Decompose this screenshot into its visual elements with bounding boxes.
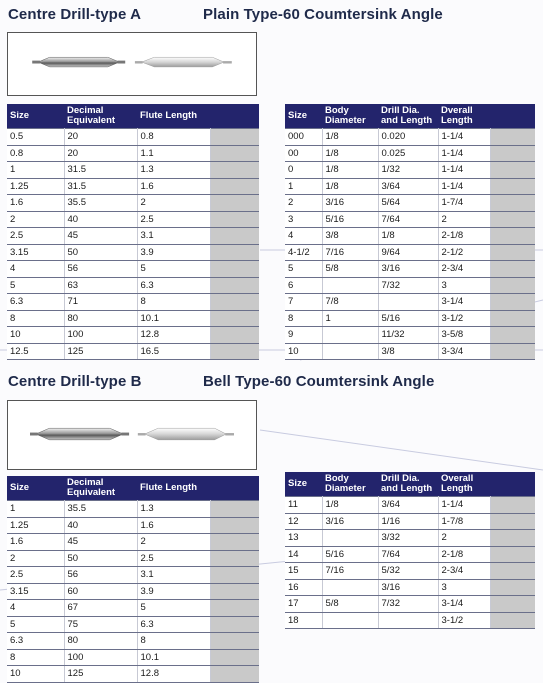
table-cell: 80 xyxy=(64,310,137,327)
table-cell: 8 xyxy=(7,310,64,327)
table-row xyxy=(7,343,259,360)
table-row xyxy=(285,530,535,547)
table-cell: 6.3 xyxy=(7,294,64,311)
table-cell: 16.5 xyxy=(137,343,210,360)
table-cell: 3 xyxy=(438,579,490,596)
table-row xyxy=(285,178,535,195)
table-cell: 2 xyxy=(285,195,322,212)
table-row xyxy=(7,294,259,311)
table-cell: 7/32 xyxy=(378,596,438,613)
table-row xyxy=(7,145,259,162)
table-cell: 2 xyxy=(137,195,210,212)
table-cell: 4 xyxy=(7,600,64,617)
table-row xyxy=(285,596,535,613)
type-a-title: Centre Drill-type A xyxy=(8,6,142,23)
table-cell: 2-1/2 xyxy=(438,244,490,261)
table-row xyxy=(285,294,535,311)
table-cell: 1/8 xyxy=(322,497,378,514)
table-cell: 1.6 xyxy=(137,517,210,534)
table-cell: 3/16 xyxy=(322,195,378,212)
table-cell: 1.6 xyxy=(7,195,64,212)
table-row xyxy=(7,261,259,278)
table-row xyxy=(285,327,535,344)
table-cell: 3/64 xyxy=(378,497,438,514)
table-cell: 2.5 xyxy=(137,211,210,228)
table-cell: 9 xyxy=(285,327,322,344)
table-cell: 2.5 xyxy=(7,567,64,584)
table-cell: 3/16 xyxy=(378,261,438,278)
shaded-cell xyxy=(210,550,259,567)
table-row xyxy=(285,244,535,261)
table-cell: 1-1/4 xyxy=(438,162,490,179)
shaded-cell xyxy=(490,327,535,344)
table-cell: 4-1/2 xyxy=(285,244,322,261)
table-cell: 2 xyxy=(7,550,64,567)
table-cell: 8 xyxy=(7,649,64,666)
table-row xyxy=(285,546,535,563)
shaded-cell xyxy=(490,546,535,563)
table-cell xyxy=(322,579,378,596)
table-row xyxy=(285,261,535,278)
table-cell: 3 xyxy=(285,211,322,228)
shaded-cell xyxy=(210,343,259,360)
type-a-header-row xyxy=(7,104,259,129)
table-cell: 75 xyxy=(64,616,137,633)
type-a-table xyxy=(7,104,259,360)
shaded-cell xyxy=(490,579,535,596)
table-cell: 2 xyxy=(438,530,490,547)
table-cell: 5 xyxy=(7,616,64,633)
shaded-cell xyxy=(210,534,259,551)
table-row xyxy=(7,567,259,584)
table-cell: 15 xyxy=(285,563,322,580)
table-cell: 2 xyxy=(7,211,64,228)
shaded-cell xyxy=(210,228,259,245)
table-cell: 11 xyxy=(285,497,322,514)
shaded-cell xyxy=(490,612,535,629)
header-flute-length: Flute Length xyxy=(137,104,210,129)
shaded-cell xyxy=(490,211,535,228)
table-cell: 000 xyxy=(285,129,322,146)
table-cell: 2.5 xyxy=(137,550,210,567)
table-row xyxy=(285,211,535,228)
table-cell: 3/64 xyxy=(378,178,438,195)
table-row xyxy=(7,228,259,245)
table-row xyxy=(285,228,535,245)
header-overall-length: Overall Length xyxy=(438,472,490,497)
table-cell xyxy=(378,612,438,629)
table-cell: 0.025 xyxy=(378,145,438,162)
table-cell: 1/32 xyxy=(378,162,438,179)
table-cell: 63 xyxy=(64,277,137,294)
table-row xyxy=(7,211,259,228)
table-row xyxy=(285,277,535,294)
table-cell xyxy=(322,327,378,344)
table-cell: 2-1/8 xyxy=(438,228,490,245)
table-cell: 3-1/2 xyxy=(438,310,490,327)
table-cell: 1.25 xyxy=(7,178,64,195)
table-cell: 20 xyxy=(64,129,137,146)
table-cell: 0 xyxy=(285,162,322,179)
table-cell: 3-1/4 xyxy=(438,596,490,613)
table-row xyxy=(7,129,259,146)
header-drill-dia: Drill Dia. and Length xyxy=(378,472,438,497)
table-cell: 11/32 xyxy=(378,327,438,344)
shaded-cell xyxy=(490,294,535,311)
bell-type-header-row xyxy=(285,472,535,497)
table-cell: 100 xyxy=(64,649,137,666)
table-cell: 14 xyxy=(285,546,322,563)
shaded-cell xyxy=(490,178,535,195)
table-cell: 6.3 xyxy=(7,633,64,650)
shaded-cell xyxy=(210,195,259,212)
table-cell: 71 xyxy=(64,294,137,311)
table-cell: 3.9 xyxy=(137,583,210,600)
table-cell xyxy=(378,294,438,311)
table-cell: 10 xyxy=(285,343,322,360)
table-row xyxy=(285,162,535,179)
table-cell: 1/8 xyxy=(322,162,378,179)
table-cell: 1-1/4 xyxy=(438,178,490,195)
table-cell: 1-7/8 xyxy=(438,513,490,530)
shaded-cell xyxy=(210,649,259,666)
table-cell: 80 xyxy=(64,633,137,650)
table-cell: 1/8 xyxy=(322,178,378,195)
header-flute-length: Flute Length xyxy=(137,476,210,501)
shaded-cell xyxy=(490,277,535,294)
table-cell: 00 xyxy=(285,145,322,162)
table-cell: 7/16 xyxy=(322,563,378,580)
table-cell: 20 xyxy=(64,145,137,162)
table-row xyxy=(7,666,259,683)
shaded-cell xyxy=(210,261,259,278)
table-cell: 5 xyxy=(137,261,210,278)
table-cell: 5/64 xyxy=(378,195,438,212)
table-cell: 1/8 xyxy=(378,228,438,245)
table-cell: 1/16 xyxy=(378,513,438,530)
table-cell: 1-1/4 xyxy=(438,129,490,146)
table-cell: 1.6 xyxy=(137,178,210,195)
table-cell: 35.5 xyxy=(64,195,137,212)
table-cell xyxy=(322,343,378,360)
shaded-cell xyxy=(210,327,259,344)
table-cell: 10.1 xyxy=(137,649,210,666)
table-cell: 45 xyxy=(64,534,137,551)
table-cell: 40 xyxy=(64,211,137,228)
table-cell: 10 xyxy=(7,666,64,683)
table-cell: 4 xyxy=(285,228,322,245)
header-decimal-equivalent: Decimal Equivalent xyxy=(64,476,137,501)
header-body-diameter: Body Diameter xyxy=(322,104,378,129)
shaded-cell xyxy=(210,583,259,600)
shaded-cell xyxy=(210,129,259,146)
table-cell: 50 xyxy=(64,244,137,261)
table-cell: 1-1/4 xyxy=(438,145,490,162)
table-cell: 6.3 xyxy=(137,616,210,633)
table-cell: 3/8 xyxy=(378,343,438,360)
table-cell: 1 xyxy=(7,501,64,518)
table-row xyxy=(285,612,535,629)
table-cell: 5 xyxy=(137,600,210,617)
table-cell: 125 xyxy=(64,343,137,360)
shaded-cell xyxy=(210,501,259,518)
shaded-cell xyxy=(490,310,535,327)
table-row xyxy=(285,497,535,514)
table-cell: 1.6 xyxy=(7,534,64,551)
table-cell: 1-7/4 xyxy=(438,195,490,212)
table-row xyxy=(7,517,259,534)
table-cell: 7/16 xyxy=(322,244,378,261)
table-cell: 13 xyxy=(285,530,322,547)
table-cell: 5/8 xyxy=(322,261,378,278)
table-cell: 18 xyxy=(285,612,322,629)
table-cell: 12.8 xyxy=(137,666,210,683)
table-cell: 0.8 xyxy=(7,145,64,162)
plain-type-title: Plain Type-60 Coumtersink Angle xyxy=(203,6,443,23)
table-cell: 1/8 xyxy=(322,145,378,162)
table-cell: 7/64 xyxy=(378,546,438,563)
shaded-cell xyxy=(490,530,535,547)
table-cell: 1.3 xyxy=(137,501,210,518)
table-row xyxy=(7,244,259,261)
table-cell: 5/8 xyxy=(322,596,378,613)
header-blank xyxy=(210,104,259,129)
shaded-cell xyxy=(490,228,535,245)
header-body-diameter: Body Diameter xyxy=(322,472,378,497)
shaded-cell xyxy=(210,178,259,195)
table-cell: 40 xyxy=(64,517,137,534)
table-cell: 17 xyxy=(285,596,322,613)
plain-type-header-row xyxy=(285,104,535,129)
shaded-cell xyxy=(210,294,259,311)
header-decimal-equivalent: Decimal Equivalent xyxy=(64,104,137,129)
table-row xyxy=(7,327,259,344)
table-cell: 7/64 xyxy=(378,211,438,228)
table-cell: 2-3/4 xyxy=(438,563,490,580)
table-row xyxy=(7,534,259,551)
shaded-cell xyxy=(210,616,259,633)
table-cell: 67 xyxy=(64,600,137,617)
table-cell: 3/16 xyxy=(378,579,438,596)
table-row xyxy=(285,579,535,596)
shaded-cell xyxy=(490,261,535,278)
shaded-cell xyxy=(210,162,259,179)
table-cell xyxy=(322,277,378,294)
shaded-cell xyxy=(210,567,259,584)
table-cell: 3/32 xyxy=(378,530,438,547)
table-cell: 10.1 xyxy=(137,310,210,327)
table-cell: 5/32 xyxy=(378,563,438,580)
table-row xyxy=(285,310,535,327)
shaded-cell xyxy=(490,145,535,162)
table-cell: 1-1/4 xyxy=(438,497,490,514)
shaded-cell xyxy=(210,310,259,327)
table-cell: 7/32 xyxy=(378,277,438,294)
shaded-cell xyxy=(490,596,535,613)
table-row xyxy=(285,195,535,212)
centre-drill-a-photo xyxy=(7,32,257,96)
type-b-header-row xyxy=(7,476,259,501)
table-row xyxy=(7,649,259,666)
table-cell: 3/16 xyxy=(322,513,378,530)
table-cell: 6 xyxy=(285,277,322,294)
table-cell: 3.1 xyxy=(137,228,210,245)
table-cell: 2 xyxy=(438,211,490,228)
table-cell: 5/16 xyxy=(378,310,438,327)
table-row xyxy=(285,563,535,580)
shaded-cell xyxy=(490,343,535,360)
table-cell: 1 xyxy=(322,310,378,327)
table-row xyxy=(7,310,259,327)
shaded-cell xyxy=(490,244,535,261)
header-blank xyxy=(490,472,535,497)
table-cell: 1.3 xyxy=(137,162,210,179)
table-cell: 3 xyxy=(438,277,490,294)
table-cell: 56 xyxy=(64,261,137,278)
header-size: Size xyxy=(7,476,64,501)
table-cell: 3.15 xyxy=(7,583,64,600)
shaded-cell xyxy=(490,129,535,146)
table-cell: 6.3 xyxy=(137,277,210,294)
table-cell: 50 xyxy=(64,550,137,567)
table-cell: 56 xyxy=(64,567,137,584)
table-cell: 1 xyxy=(7,162,64,179)
table-row xyxy=(7,616,259,633)
table-row xyxy=(7,583,259,600)
table-cell: 2-3/4 xyxy=(438,261,490,278)
shaded-cell xyxy=(210,666,259,683)
table-cell: 3/8 xyxy=(322,228,378,245)
table-cell xyxy=(322,612,378,629)
table-cell: 35.5 xyxy=(64,501,137,518)
header-drill-dia: Drill Dia. and Length xyxy=(378,104,438,129)
header-size: Size xyxy=(7,104,64,129)
shaded-cell xyxy=(490,513,535,530)
table-cell: 31.5 xyxy=(64,178,137,195)
shaded-cell xyxy=(210,517,259,534)
table-cell: 3-3/4 xyxy=(438,343,490,360)
shaded-cell xyxy=(490,162,535,179)
shaded-cell xyxy=(210,145,259,162)
table-cell: 5 xyxy=(285,261,322,278)
shaded-cell xyxy=(210,277,259,294)
table-cell: 8 xyxy=(137,294,210,311)
table-cell: 2.5 xyxy=(7,228,64,245)
table-cell: 12 xyxy=(285,513,322,530)
table-row xyxy=(7,162,259,179)
table-cell: 12.8 xyxy=(137,327,210,344)
table-cell: 8 xyxy=(137,633,210,650)
table-cell: 7/8 xyxy=(322,294,378,311)
table-row xyxy=(7,600,259,617)
table-cell: 125 xyxy=(64,666,137,683)
table-cell: 0.5 xyxy=(7,129,64,146)
shaded-cell xyxy=(490,497,535,514)
shaded-cell xyxy=(210,600,259,617)
header-blank xyxy=(490,104,535,129)
table-cell: 3.9 xyxy=(137,244,210,261)
table-cell: 45 xyxy=(64,228,137,245)
table-cell: 7 xyxy=(285,294,322,311)
table-cell: 5 xyxy=(7,277,64,294)
centre-drill-b-photo xyxy=(7,400,257,470)
header-overall-length: Dverall Length xyxy=(438,104,490,129)
table-cell: 1.1 xyxy=(137,145,210,162)
table-row xyxy=(285,343,535,360)
table-row xyxy=(7,550,259,567)
table-cell: 1/8 xyxy=(322,129,378,146)
table-cell: 1.25 xyxy=(7,517,64,534)
shaded-cell xyxy=(210,211,259,228)
header-size: Size xyxy=(285,104,322,129)
table-cell: 100 xyxy=(64,327,137,344)
table-row xyxy=(285,513,535,530)
table-cell: 3.1 xyxy=(137,567,210,584)
table-cell: 5/16 xyxy=(322,211,378,228)
table-cell xyxy=(322,530,378,547)
table-cell: 10 xyxy=(7,327,64,344)
table-cell: 12.5 xyxy=(7,343,64,360)
table-row xyxy=(7,277,259,294)
table-cell: 4 xyxy=(7,261,64,278)
table-cell: 3-5/8 xyxy=(438,327,490,344)
table-row xyxy=(285,129,535,146)
header-blank xyxy=(210,476,259,501)
type-b-table xyxy=(7,476,259,683)
table-row xyxy=(7,633,259,650)
table-row xyxy=(7,501,259,518)
plain-type-table xyxy=(285,104,535,360)
table-cell: 0.8 xyxy=(137,129,210,146)
table-cell: 3-1/4 xyxy=(438,294,490,311)
bell-type-table xyxy=(285,472,535,629)
table-cell: 9/64 xyxy=(378,244,438,261)
type-b-title: Centre Drill-type B xyxy=(8,373,142,390)
bell-type-title: Bell Type-60 Coumtersink Angle xyxy=(203,373,435,390)
table-row xyxy=(285,145,535,162)
table-cell: 31.5 xyxy=(64,162,137,179)
table-cell: 1 xyxy=(285,178,322,195)
table-row xyxy=(7,178,259,195)
table-cell: 3.15 xyxy=(7,244,64,261)
table-cell: 2-1/8 xyxy=(438,546,490,563)
shaded-cell xyxy=(210,244,259,261)
table-cell: 8 xyxy=(285,310,322,327)
table-cell: 60 xyxy=(64,583,137,600)
table-cell: 16 xyxy=(285,579,322,596)
shaded-cell xyxy=(210,633,259,650)
table-cell: 0.020 xyxy=(378,129,438,146)
table-cell: 3-1/2 xyxy=(438,612,490,629)
table-cell: 2 xyxy=(137,534,210,551)
table-row xyxy=(7,195,259,212)
shaded-cell xyxy=(490,195,535,212)
header-size: Size xyxy=(285,472,322,497)
table-cell: 5/16 xyxy=(322,546,378,563)
shaded-cell xyxy=(490,563,535,580)
